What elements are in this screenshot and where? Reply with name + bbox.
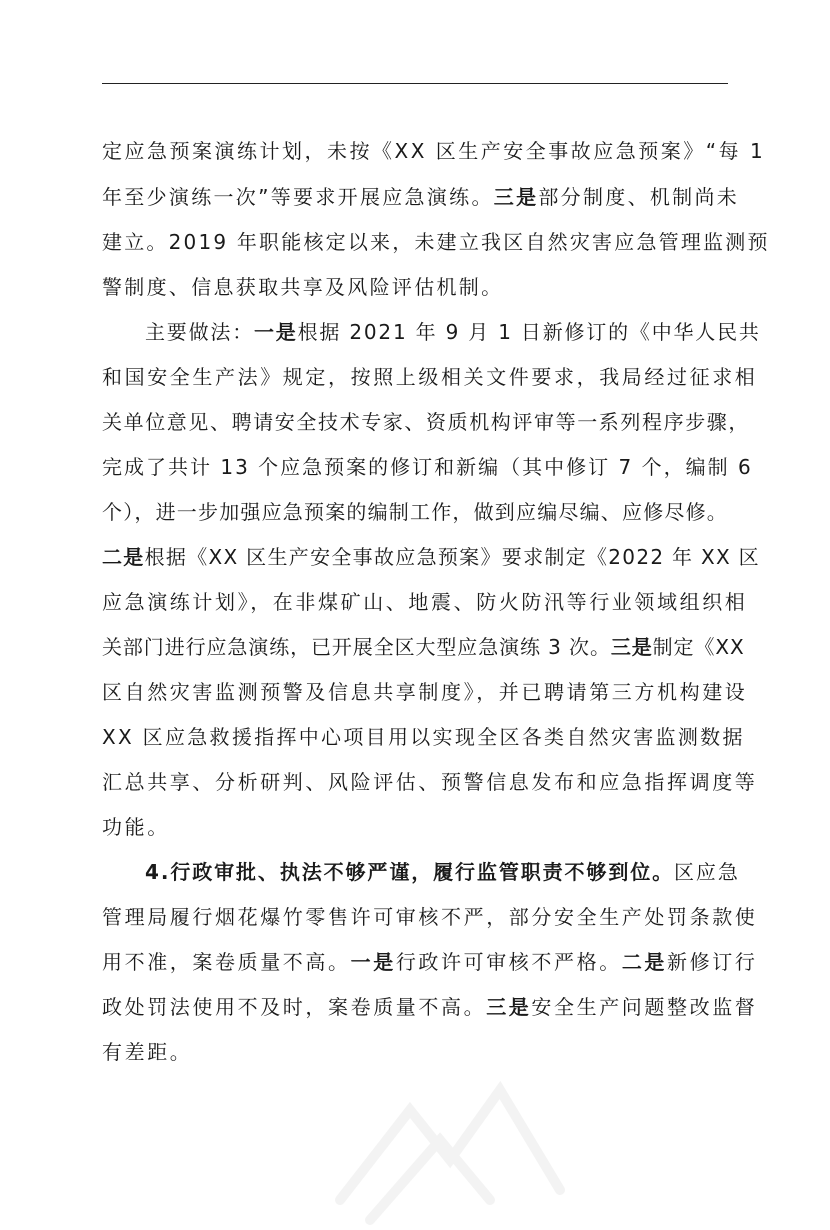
paragraph-line: 关单位意见、聘请安全技术专家、资质机构评审等一系列程序步骤， [102, 410, 750, 434]
paragraph-line: 和国安全生产法》规定，按照上级相关文件要求，我局经过征求相 [102, 365, 758, 389]
paragraph-line: 建立。2019 年职能核定以来，未建立我区自然灾害应急管理监测预 [102, 230, 770, 254]
paragraph-line: 功能。 [102, 815, 170, 839]
paragraph-line: 主要做法：一是根据 2021 年 9 月 1 日新修订的《中华人民共 [145, 320, 761, 344]
watermark-graphic [300, 1050, 600, 1230]
paragraph-line: 4.行政审批、执法不够严谨，履行监管职责不够到位。区应急 [145, 860, 740, 884]
paragraph-line: 完成了共计 13 个应急预案的修订和新编（其中修订 7 个，编制 6 [102, 455, 753, 479]
paragraph-line: 警制度、信息获取共享及风险评估机制。 [102, 275, 504, 299]
paragraph-line: 区自然灾害监测预警及信息共享制度》，并已聘请第三方机构建设 [102, 680, 748, 704]
paragraph-line: 有差距。 [102, 1040, 193, 1064]
paragraph-line: 应急演练计划》，在非煤矿山、地震、防火防汛等行业领域组织相 [102, 590, 748, 614]
paragraph-line: XX 区应急救援指挥中心项目用以实现全区各类自然灾害监测数据 [102, 725, 745, 749]
header-rule [102, 83, 728, 84]
paragraph-line: 政处罚法使用不及时，案卷质量不高。三是安全生产问题整改监督 [102, 995, 758, 1019]
paragraph-line: 关部门进行应急演练，已开展全区大型应急演练 3 次。三是制定《XX [102, 635, 745, 659]
paragraph-line: 二是根据《XX 区生产安全事故应急预案》要求制定《2022 年 XX 区 [102, 545, 760, 569]
paragraph-line: 用不准，案卷质量不高。一是行政许可审核不严格。二是新修订行 [102, 950, 758, 974]
paragraph-line: 汇总共享、分析研判、风险评估、预警信息发布和应急指挥调度等 [102, 770, 758, 794]
paragraph-line: 定应急预案演练计划，未按《XX 区生产安全事故应急预案》“每 1 [102, 139, 766, 163]
paragraph-line: 管理局履行烟花爆竹零售许可审核不严，部分安全生产处罚条款使 [102, 905, 758, 929]
paragraph-line: 年至少演练一次”等要求开展应急演练。三是部分制度、机制尚未 [102, 185, 740, 209]
paragraph-line: 个），进一步加强应急预案的编制工作，做到应编尽编、应修尽修。 [102, 500, 728, 524]
